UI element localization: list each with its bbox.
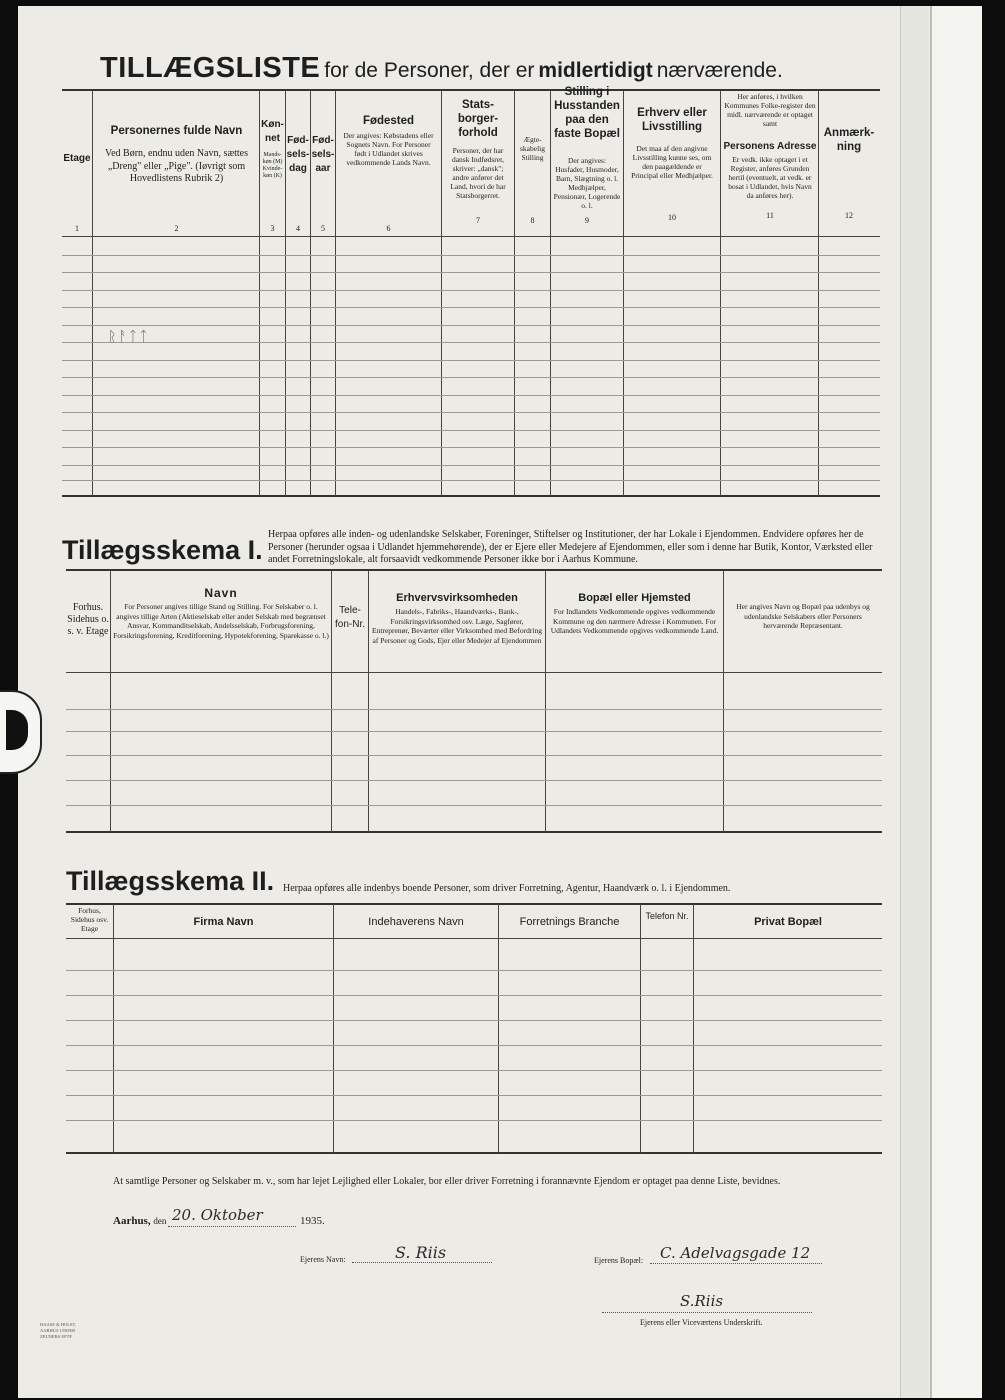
s1-col-business: Erhvervsvirksomheden bbox=[396, 592, 518, 604]
city-label: Aarhus, bbox=[113, 1215, 151, 1227]
col-num-4: 4 bbox=[296, 224, 300, 233]
title-rest1: for de Personer, der er bbox=[324, 59, 535, 82]
s2-col-etage: Forhus, Sidehus osv. Etage bbox=[70, 906, 109, 933]
col-address: Personens Adresse bbox=[723, 141, 817, 152]
col-etage: Etage bbox=[63, 153, 91, 164]
col-occupation-desc: Det maa af den angivne Livsstilling kunne ses, om den paagældende er Principal eller Medhjælper. bbox=[631, 144, 713, 180]
year-label: 1935. bbox=[300, 1215, 325, 1227]
s1-col-residence: Bopæl eller Hjemsted bbox=[578, 592, 691, 604]
binder-clip bbox=[0, 690, 42, 774]
col-num-1: 1 bbox=[75, 224, 79, 233]
s1-col-residence-desc: For Indlandets Vedkommende opgives vedkommende Kommune og den nærmere Adresse i Kommunen. For Udlandets Vedkommende opgives vedkommende Land. bbox=[550, 607, 719, 635]
date-field bbox=[168, 1226, 296, 1227]
s1-col-etage: Forhus. Sidehus o. s. v. Etage bbox=[67, 602, 109, 637]
col-address-intro: Her anføres, i hvilken Kommunes Folke-register den midl. nærværende er optaget samt bbox=[724, 92, 816, 128]
den-label: den bbox=[153, 1216, 167, 1226]
s2-col-branch: Forretnings Branche bbox=[519, 916, 620, 928]
col-sex: Køn-net bbox=[261, 119, 284, 144]
col-household: Stilling i Husstanden paa den faste Bopæl bbox=[554, 86, 620, 140]
printer-mark: HAASE & HOLST, AARHUS UNDER ZEUNERS EFTF. bbox=[40, 1322, 77, 1339]
section2-desc: Herpaa opføres alle indenbys boende Personer, som driver Forretning, Agentur, Haandværk o. l. i Ejendommen. bbox=[283, 883, 731, 894]
col-birthplace-desc: Der angives: Købstadens eller Sognets Navn. For Personer født i Udlandet skrives vedkommende Lands Navn. bbox=[343, 131, 434, 167]
s1-col-business-desc: Handels-, Fabriks-, Haandværks-, Bank-, Forsikringsvirksomhed osv. Læge, Sagfører, Entreprenør, Beværter eller Virksomhed med Befordring af Personer og Gods, Ejer eller Medejer af Ejendommen bbox=[372, 607, 542, 645]
page-edge-right bbox=[930, 6, 982, 1398]
col-name: Personernes fulde Navn bbox=[110, 125, 243, 137]
s1-col-phone: Tele-fon-Nr. bbox=[334, 605, 365, 630]
s1-col-representative: Her angives Navn og Bopæl paa udenbys og udenlandske Selskabers eller Personers herværende Repræsentant. bbox=[736, 602, 870, 630]
s2-col-firm: Firma Navn bbox=[193, 916, 254, 928]
owner-address-label: Ejerens Bopæl: bbox=[594, 1256, 644, 1265]
col-num-8: 8 bbox=[530, 216, 535, 225]
col-marital: Ægte-skabelig Stilling bbox=[520, 135, 545, 162]
page-edge bbox=[900, 6, 929, 1398]
col-address-desc: Er vedk. ikke optaget i et Register, anføres Grunden hertil (eventuelt, at vedk. er bosat i Udlandet, hvis Navn da anføres her). bbox=[728, 155, 812, 200]
declaration-text: At samtlige Personer og Selskaber m. v., som har lejet Lejlighed eller Lokaler, bor eller driver Forretning i forannævnte Ejendom er optaget paa denne Liste, bevidnes. bbox=[113, 1176, 781, 1187]
section2-title: Tillægsskema II. bbox=[66, 866, 275, 896]
owner-address-handwritten: C. Adelvagsgade 12 bbox=[660, 1244, 811, 1262]
signature-label: Ejerens eller Viceværtens Underskrift. bbox=[640, 1318, 763, 1327]
col-citizenship-desc: Personer, der har dansk Indfødsret, skriver: „dansk"; andre anfører det Land, hvori de har Statsborgerret. bbox=[450, 146, 506, 200]
col-num-10: 10 bbox=[668, 213, 676, 222]
col-num-12: 12 bbox=[845, 211, 853, 220]
main-title bbox=[100, 52, 783, 85]
col-num-2: 2 bbox=[174, 224, 179, 233]
faint-stamp: ᚱᚨᛏᛏ bbox=[108, 330, 150, 345]
owner-address-field bbox=[650, 1263, 822, 1264]
col-num-11: 11 bbox=[766, 211, 774, 220]
s1-col-name: Navn bbox=[204, 586, 238, 600]
s2-col-private-address: Privat Bopæl bbox=[754, 916, 822, 928]
col-num-3: 3 bbox=[270, 224, 275, 233]
date-handwritten: 20. Oktober bbox=[172, 1206, 263, 1224]
owner-name-field bbox=[352, 1262, 492, 1263]
col-birthplace: Fødested bbox=[362, 115, 415, 127]
section1-desc2: Endvidere opføres her de Personer (herunder ogsaa i Udlandet hjemmehørende), der er Ejere eller Medejere af Ejendommen, eller som i denne har Butik, Kontor, Værksted eller andet Forretningslokale, alt forsaavidt vedkommende Personer ikke bor i Aarhus Kommune. bbox=[268, 529, 873, 565]
col-remarks: Anmærk-ning bbox=[823, 127, 875, 153]
date-line bbox=[113, 1215, 166, 1227]
section1-title: Tillægsskema I. bbox=[62, 535, 263, 565]
col-sex-desc: Mands-køn (M) Kvinde-køn (K) bbox=[262, 152, 283, 179]
s2-col-owner: Indehaverens Navn bbox=[368, 916, 464, 928]
title-main: TILLÆGSLISTE bbox=[100, 52, 321, 84]
col-num-9: 9 bbox=[585, 216, 589, 225]
s1-col-name-desc: For Personer angives tillige Stand og Stilling. For Selskaber o. l. angives tillige Arten (Aktieselskab eller andet Selskab med begrænset Ansvar, Kommanditselskab, Andelsselskab, Forbrugsforening, Forsikringsforening, Kreditforening, Hypotekforening, Sparekasse o. l.) bbox=[113, 602, 329, 640]
title-bold: midlertidigt bbox=[538, 59, 653, 82]
title-rest2: nærværende. bbox=[656, 59, 783, 82]
col-household-desc: Der angives: Husfader, Husmoder, Barn, Slægtning o. l. Medhjælper, Pensionær, Logerende o. l. bbox=[553, 156, 621, 210]
col-name-desc: Ved Børn, endnu uden Navn, sættes „Dreng" eller „Pige". (Iøvrigt som Hovedlistens Rubrik 2) bbox=[104, 148, 249, 184]
declaration bbox=[113, 1175, 883, 1188]
signature-handwritten: S.Riis bbox=[680, 1292, 724, 1310]
s2-col-phone: Telefon Nr. bbox=[645, 911, 689, 921]
col-birthday: Fød-sels-dag bbox=[286, 135, 310, 174]
col-birthyear: Fød-sels-aar bbox=[311, 135, 335, 174]
section1-desc1: Herpaa opføres alle inden- og udenlandske Selskaber, Foreninger, Stiftelser og Institutioner, der har Lokale i Ejendommen. bbox=[268, 529, 761, 540]
col-num-6: 6 bbox=[386, 224, 391, 233]
col-occupation: Erhverv eller Livsstilling bbox=[637, 107, 707, 133]
owner-name-label: Ejerens Navn: bbox=[300, 1255, 346, 1264]
col-num-5: 5 bbox=[321, 224, 325, 233]
col-citizenship: Stats-borger-forhold bbox=[457, 99, 499, 139]
section1-desc bbox=[268, 529, 880, 567]
owner-name-handwritten: S. Riis bbox=[395, 1243, 447, 1262]
col-num-7: 7 bbox=[476, 216, 480, 225]
signature-field bbox=[602, 1312, 812, 1313]
